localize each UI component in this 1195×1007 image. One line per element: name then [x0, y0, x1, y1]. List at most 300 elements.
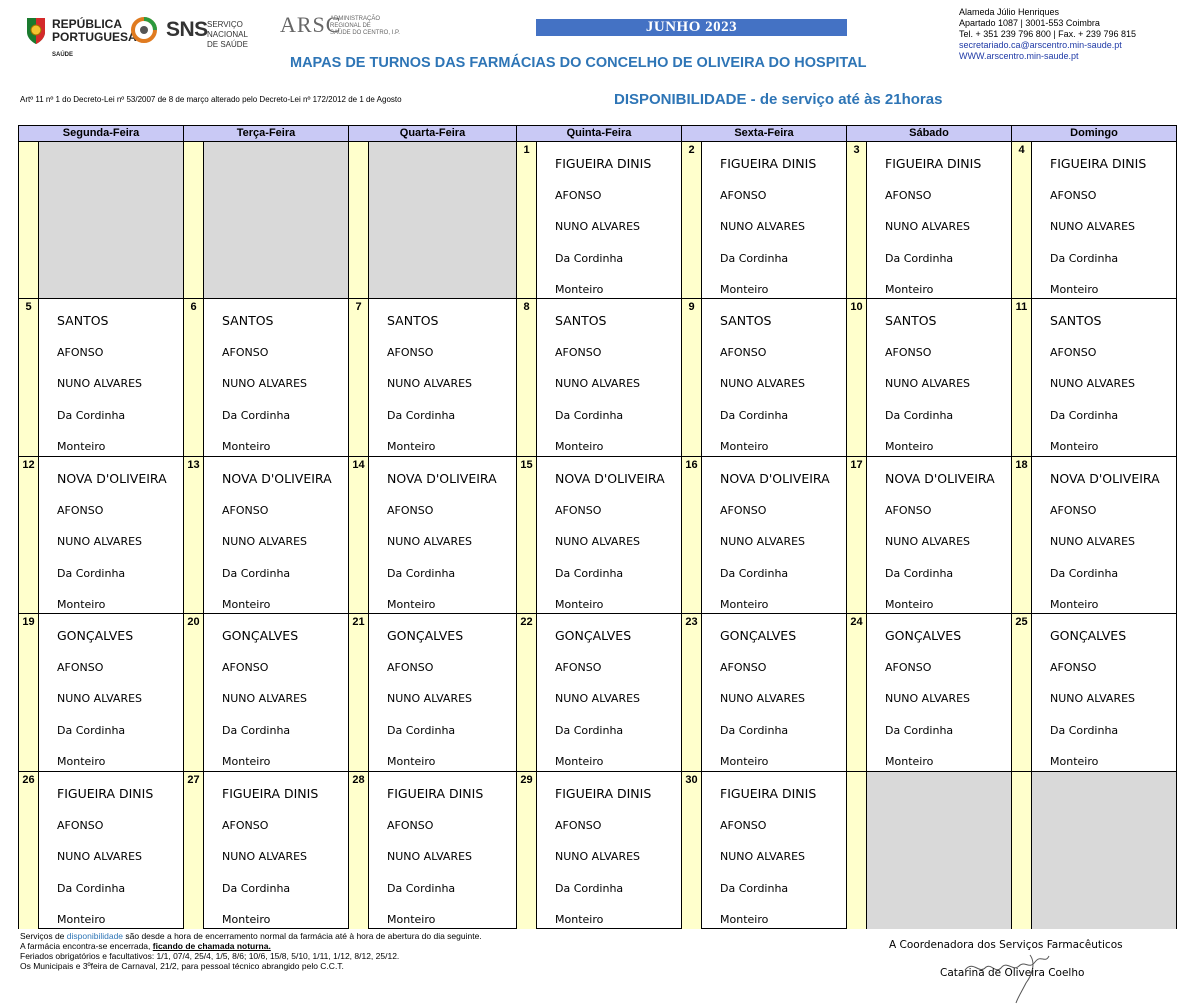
day-number — [847, 772, 866, 929]
pharmacy-available: Monteiro — [1050, 283, 1099, 296]
pharmacy-available: Monteiro — [555, 283, 604, 296]
pharmacy-available: Monteiro — [57, 440, 106, 454]
footer-line1 — [20, 931, 482, 941]
day-pharmacy-list — [203, 614, 348, 770]
day-number: 26 — [19, 772, 38, 929]
day-pharmacy-list — [866, 614, 1011, 770]
pharmacy-available: Da Cordinha — [555, 252, 624, 265]
arsc-big: ARSC — [280, 12, 342, 37]
pharmacy-available: Da Cordinha — [885, 252, 954, 265]
pharmacy-on-duty: GONÇALVES — [222, 628, 299, 644]
day-cell — [517, 457, 682, 613]
page-header — [0, 0, 1195, 125]
pharmacy-available: AFONSO — [720, 503, 767, 517]
pharmacy-available: AFONSO — [555, 503, 602, 517]
pharmacy-on-duty: SANTOS — [555, 313, 607, 329]
pharmacy-available: NUNO ALVARES — [885, 220, 971, 233]
pharmacy-on-duty: FIGUEIRA DINIS — [720, 156, 817, 171]
day-cell-empty — [349, 142, 517, 298]
pharmacy-available: AFONSO — [720, 189, 767, 202]
day-cell — [1012, 457, 1176, 613]
day-number: 9 — [682, 299, 701, 455]
pharmacy-available: NUNO ALVARES — [720, 692, 806, 706]
week-row — [19, 772, 1176, 929]
day-cell — [682, 299, 847, 455]
sns-big: SNS — [166, 18, 208, 41]
pharmacy-available: NUNO ALVARES — [57, 692, 143, 706]
pharmacy-on-duty: NOVA D'OLIVEIRA — [720, 470, 830, 486]
pharmacy-available: Monteiro — [885, 597, 934, 611]
footer-line2 — [20, 941, 482, 951]
pharmacy-available: AFONSO — [555, 661, 602, 675]
day-cell — [1012, 299, 1176, 455]
pharmacy-available: Monteiro — [222, 755, 271, 769]
pharmacy-available: Monteiro — [720, 440, 769, 454]
month-title: JUNHO 2023 — [536, 19, 847, 36]
pharmacy-available: Da Cordinha — [1050, 566, 1119, 580]
day-pharmacy-list — [368, 614, 516, 770]
contacts-block — [959, 7, 1136, 62]
pharmacy-available: AFONSO — [885, 661, 932, 675]
contact-email-link[interactable]: secretariado.ca@arscentro.min-saude.pt — [959, 40, 1122, 50]
weekday-header: Quinta-Feira — [517, 126, 682, 141]
pharmacy-available: Monteiro — [555, 597, 604, 611]
pharmacy-on-duty: GONÇALVES — [720, 628, 797, 644]
pharmacy-on-duty: NOVA D'OLIVEIRA — [57, 470, 167, 486]
pharmacy-available: Da Cordinha — [57, 881, 126, 895]
day-number: 6 — [184, 299, 203, 455]
day-number: 7 — [349, 299, 368, 455]
pharmacy-available: Da Cordinha — [222, 566, 291, 580]
pharmacy-on-duty: GONÇALVES — [387, 628, 464, 644]
pharmacy-available: AFONSO — [387, 503, 434, 517]
day-number: 23 — [682, 614, 701, 770]
day-pharmacy-list — [866, 772, 1011, 929]
pharmacy-available: NUNO ALVARES — [720, 849, 806, 863]
day-number: 20 — [184, 614, 203, 770]
pharmacy-available: Da Cordinha — [555, 881, 624, 895]
day-cell — [349, 299, 517, 455]
republica-portuguesa-logo — [25, 16, 135, 60]
pharmacy-available: AFONSO — [555, 818, 602, 832]
pharmacy-on-duty: NOVA D'OLIVEIRA — [555, 470, 665, 486]
page-title: MAPAS DE TURNOS DAS FARMÁCIAS DO CONCELHO DE OLIVEIRA DO HOSPITAL — [290, 55, 867, 71]
footer-notes — [20, 931, 482, 971]
day-number: 19 — [19, 614, 38, 770]
pharmacy-available: Monteiro — [720, 912, 769, 926]
pharmacy-available: Monteiro — [720, 755, 769, 769]
day-number: 2 — [682, 142, 701, 298]
day-pharmacy-list — [1031, 457, 1176, 613]
day-cell — [184, 614, 349, 770]
pharmacy-available: NUNO ALVARES — [387, 849, 473, 863]
day-number: 22 — [517, 614, 536, 770]
week-row — [19, 457, 1176, 614]
pharmacy-on-duty: NOVA D'OLIVEIRA — [1050, 470, 1160, 486]
day-cell — [19, 457, 184, 613]
rep-line1: REPÚBLICA — [52, 17, 123, 31]
pharmacy-available: Monteiro — [885, 283, 934, 296]
day-cell — [517, 142, 682, 298]
footer-holidays: Feriados obrigatórios e facultativos: 1/1, 07/4, 25/4, 1/5, 8/6; 10/6, 15/8, 5/10, 1/11, 1/12, 8/12, 25/12. — [20, 951, 400, 961]
day-pharmacy-list — [38, 772, 183, 929]
day-pharmacy-list — [866, 142, 1011, 298]
day-number: 8 — [517, 299, 536, 455]
pharmacy-available: Monteiro — [1050, 755, 1099, 769]
sns-logo — [131, 17, 271, 47]
pharmacy-available: Da Cordinha — [57, 724, 126, 738]
pharmacy-available: Da Cordinha — [885, 566, 954, 580]
pharmacy-available: Monteiro — [555, 912, 604, 926]
arsc-small3: SAÚDE DO CENTRO, I.P. — [330, 30, 400, 36]
day-cell — [184, 299, 349, 455]
day-pharmacy-list — [368, 142, 516, 298]
pharmacy-available: AFONSO — [387, 346, 434, 360]
day-pharmacy-list — [701, 142, 846, 298]
pharmacy-on-duty: NOVA D'OLIVEIRA — [387, 470, 497, 486]
pharmacy-available: AFONSO — [222, 346, 269, 360]
week-row — [19, 299, 1176, 456]
portugal-shield-icon — [25, 16, 47, 46]
pharmacy-available: Monteiro — [720, 283, 769, 296]
day-cell — [184, 457, 349, 613]
pharmacy-available: AFONSO — [555, 346, 602, 360]
pharmacy-available: Da Cordinha — [387, 566, 456, 580]
contact-phone: Tel. + 351 239 796 800 | Fax. + 239 796 815 — [959, 29, 1136, 39]
pharmacy-available: Da Cordinha — [720, 252, 789, 265]
day-number: 25 — [1012, 614, 1031, 770]
day-number: 4 — [1012, 142, 1031, 298]
pharmacy-available: Da Cordinha — [387, 881, 456, 895]
pharmacy-available: AFONSO — [222, 503, 269, 517]
day-cell — [19, 299, 184, 455]
pharmacy-available: Da Cordinha — [885, 409, 954, 423]
day-pharmacy-list — [1031, 142, 1176, 298]
day-number: 11 — [1012, 299, 1031, 455]
pharmacy-on-duty: NOVA D'OLIVEIRA — [222, 470, 332, 486]
arsc-small1: ADMINISTRAÇÃO — [330, 16, 381, 22]
pharmacy-available: Monteiro — [1050, 440, 1099, 454]
pharmacy-available: NUNO ALVARES — [222, 849, 308, 863]
pharmacy-available: AFONSO — [720, 346, 767, 360]
pharmacy-available: Monteiro — [57, 912, 106, 926]
day-cell — [349, 614, 517, 770]
day-pharmacy-list — [38, 142, 183, 298]
pharmacy-on-duty: FIGUEIRA DINIS — [57, 785, 154, 801]
rep-sub: SAÚDE — [52, 52, 74, 58]
pharmacy-on-duty: GONÇALVES — [57, 628, 134, 644]
day-cell — [847, 457, 1012, 613]
weekday-header: Quarta-Feira — [349, 126, 517, 141]
day-pharmacy-list — [368, 299, 516, 455]
pharmacy-available: AFONSO — [57, 818, 104, 832]
day-pharmacy-list — [866, 299, 1011, 455]
pharmacy-available: NUNO ALVARES — [555, 849, 641, 863]
pharmacy-available: Monteiro — [720, 597, 769, 611]
pharmacy-available: AFONSO — [387, 818, 434, 832]
day-cell — [1012, 142, 1176, 298]
footer-line2-bold: ficando de chamada noturna. — [152, 941, 271, 951]
day-pharmacy-list — [203, 457, 348, 613]
day-cell — [349, 457, 517, 613]
pharmacy-available: Da Cordinha — [1050, 252, 1119, 265]
pharmacy-on-duty: GONÇALVES — [885, 628, 962, 644]
pharmacy-available: NUNO ALVARES — [387, 377, 473, 391]
day-pharmacy-list — [701, 457, 846, 613]
day-number: 5 — [19, 299, 38, 455]
pharmacy-available: AFONSO — [57, 661, 104, 675]
day-cell — [847, 142, 1012, 298]
pharmacy-on-duty: SANTOS — [885, 313, 937, 329]
pharmacy-available: AFONSO — [1050, 346, 1097, 360]
pharmacy-available: NUNO ALVARES — [222, 534, 308, 548]
day-number — [19, 142, 38, 298]
pharmacy-available: NUNO ALVARES — [555, 220, 641, 233]
week-row — [19, 142, 1176, 299]
day-pharmacy-list — [368, 772, 516, 929]
pharmacy-available: AFONSO — [1050, 189, 1097, 202]
day-cell — [682, 457, 847, 613]
pharmacy-available: Da Cordinha — [555, 566, 624, 580]
pharmacy-available: AFONSO — [885, 503, 932, 517]
day-cell — [682, 614, 847, 770]
pharmacy-available: Monteiro — [1050, 597, 1099, 611]
arsc-small2: REGIONAL DE — [330, 23, 371, 29]
day-pharmacy-list — [701, 772, 846, 929]
pharmacy-available: Monteiro — [885, 755, 934, 769]
pharmacy-available: NUNO ALVARES — [720, 534, 806, 548]
day-number: 13 — [184, 457, 203, 613]
day-cell-empty — [1012, 772, 1176, 929]
pharmacy-available: AFONSO — [720, 818, 767, 832]
weekday-header: Terça-Feira — [184, 126, 349, 141]
day-cell-empty — [184, 142, 349, 298]
pharmacy-on-duty: SANTOS — [57, 313, 109, 329]
pharmacy-available: NUNO ALVARES — [1050, 692, 1136, 706]
pharmacy-available: Monteiro — [555, 440, 604, 454]
day-cell-empty — [19, 142, 184, 298]
pharmacy-available: NUNO ALVARES — [57, 534, 143, 548]
pharmacy-available: NUNO ALVARES — [720, 220, 806, 233]
day-pharmacy-list — [203, 142, 348, 298]
pharmacy-available: AFONSO — [555, 189, 602, 202]
day-pharmacy-list — [203, 772, 348, 929]
footer-line1-blue: disponibilidade — [66, 931, 124, 941]
pharmacy-available: NUNO ALVARES — [885, 377, 971, 391]
coordinator-title: A Coordenadora dos Serviços Farmacêuticos — [889, 939, 1123, 951]
weekday-header: Sábado — [847, 126, 1012, 141]
day-number — [1012, 772, 1031, 929]
pharmacy-available: NUNO ALVARES — [555, 377, 641, 391]
day-pharmacy-list — [1031, 772, 1176, 929]
pharmacy-available: Monteiro — [222, 440, 271, 454]
pharmacy-available: Da Cordinha — [885, 724, 954, 738]
day-cell-empty — [847, 772, 1012, 929]
pharmacy-available: AFONSO — [222, 661, 269, 675]
pharmacy-on-duty: SANTOS — [222, 313, 274, 329]
pharmacy-available: AFONSO — [720, 661, 767, 675]
pharmacy-available: NUNO ALVARES — [885, 692, 971, 706]
pharmacy-available: NUNO ALVARES — [720, 377, 806, 391]
rep-line2: PORTUGUESA — [52, 30, 137, 44]
day-number — [184, 142, 203, 298]
day-number: 18 — [1012, 457, 1031, 613]
pharmacy-on-duty: FIGUEIRA DINIS — [222, 785, 319, 801]
footer-line1-pre: Serviços de — [20, 931, 67, 941]
pharmacy-available: NUNO ALVARES — [57, 849, 143, 863]
pharmacy-on-duty: FIGUEIRA DINIS — [720, 785, 817, 801]
pharmacy-available: AFONSO — [885, 346, 932, 360]
day-number: 15 — [517, 457, 536, 613]
day-number: 24 — [847, 614, 866, 770]
day-cell — [517, 299, 682, 455]
pharmacy-on-duty: GONÇALVES — [555, 628, 632, 644]
pharmacy-available: Da Cordinha — [222, 724, 291, 738]
pharmacy-available: AFONSO — [1050, 661, 1097, 675]
day-pharmacy-list — [1031, 299, 1176, 455]
day-pharmacy-list — [701, 614, 846, 770]
day-pharmacy-list — [38, 457, 183, 613]
pharmacy-available: NUNO ALVARES — [1050, 220, 1136, 233]
pharmacy-on-duty: SANTOS — [1050, 313, 1102, 329]
pharmacy-available: NUNO ALVARES — [222, 692, 308, 706]
pharmacy-available: Monteiro — [387, 597, 436, 611]
coordinator-name: Catarina de Oliveira Coelho — [940, 967, 1085, 979]
day-pharmacy-list — [866, 457, 1011, 613]
day-number: 1 — [517, 142, 536, 298]
pharmacy-on-duty: SANTOS — [387, 313, 439, 329]
sns-circle-icon — [131, 17, 157, 43]
day-number: 17 — [847, 457, 866, 613]
day-pharmacy-list — [203, 299, 348, 455]
pharmacy-available: Monteiro — [387, 755, 436, 769]
legal-reference: Artº 11 nº 1 do Decreto-Lei nº 53/2007 de 8 de março alterado pelo Decreto-Lei nº 172/2012 de 1 de Agosto — [20, 95, 402, 104]
pharmacy-available: Monteiro — [57, 755, 106, 769]
pharmacy-available: NUNO ALVARES — [555, 692, 641, 706]
contact-web-link[interactable]: WWW.arscentro.min-saude.pt — [959, 51, 1079, 61]
pharmacy-on-duty: FIGUEIRA DINIS — [387, 785, 484, 801]
pharmacy-available: Da Cordinha — [720, 409, 789, 423]
day-number: 3 — [847, 142, 866, 298]
footer-line1-post: são desde a hora de encerramento normal da farmácia até à hora de abertura do dia seguinte. — [123, 931, 482, 941]
weekday-header-row — [19, 126, 1176, 142]
pharmacy-on-duty: FIGUEIRA DINIS — [555, 156, 652, 171]
pharmacy-available: Da Cordinha — [57, 409, 126, 423]
day-number: 16 — [682, 457, 701, 613]
day-number: 28 — [349, 772, 368, 929]
day-cell — [847, 614, 1012, 770]
day-cell — [682, 772, 847, 929]
day-number: 10 — [847, 299, 866, 455]
pharmacy-available: NUNO ALVARES — [555, 534, 641, 548]
footer-line2-pre: A farmácia encontra-se encerrada, — [20, 941, 153, 951]
shift-calendar — [18, 125, 1177, 929]
day-pharmacy-list — [1031, 614, 1176, 770]
pharmacy-available: NUNO ALVARES — [387, 534, 473, 548]
day-cell — [517, 614, 682, 770]
pharmacy-available: NUNO ALVARES — [387, 692, 473, 706]
pharmacy-available: NUNO ALVARES — [1050, 377, 1136, 391]
day-number: 27 — [184, 772, 203, 929]
contact-address: Alameda Júlio Henriques — [959, 7, 1060, 17]
pharmacy-available: Da Cordinha — [555, 724, 624, 738]
pharmacy-available: NUNO ALVARES — [1050, 534, 1136, 548]
day-pharmacy-list — [536, 142, 681, 298]
pharmacy-available: Da Cordinha — [1050, 724, 1119, 738]
weekday-header: Domingo — [1012, 126, 1176, 141]
pharmacy-available: Da Cordinha — [720, 566, 789, 580]
pharmacy-available: AFONSO — [222, 818, 269, 832]
day-pharmacy-list — [701, 299, 846, 455]
pharmacy-on-duty: FIGUEIRA DINIS — [885, 156, 982, 171]
day-pharmacy-list — [536, 614, 681, 770]
pharmacy-available: Da Cordinha — [720, 724, 789, 738]
day-number — [349, 142, 368, 298]
pharmacy-available: Monteiro — [555, 755, 604, 769]
day-number: 12 — [19, 457, 38, 613]
day-number: 14 — [349, 457, 368, 613]
pharmacy-on-duty: FIGUEIRA DINIS — [555, 785, 652, 801]
sns-small1: SERVIÇO NACIONAL — [207, 20, 248, 39]
day-cell — [1012, 614, 1176, 770]
pharmacy-on-duty: NOVA D'OLIVEIRA — [885, 470, 995, 486]
pharmacy-available: Da Cordinha — [1050, 409, 1119, 423]
day-pharmacy-list — [536, 772, 681, 929]
pharmacy-available: Da Cordinha — [222, 409, 291, 423]
day-cell — [184, 772, 349, 929]
pharmacy-available: AFONSO — [57, 503, 104, 517]
pharmacy-available: Monteiro — [387, 440, 436, 454]
day-cell — [19, 614, 184, 770]
day-pharmacy-list — [368, 457, 516, 613]
day-number: 30 — [682, 772, 701, 929]
pharmacy-available: Da Cordinha — [57, 566, 126, 580]
availability-heading: DISPONIBILIDADE - de serviço até às 21horas — [614, 91, 943, 108]
pharmacy-available: NUNO ALVARES — [885, 534, 971, 548]
day-cell — [682, 142, 847, 298]
pharmacy-available: AFONSO — [1050, 503, 1097, 517]
weekday-header: Segunda-Feira — [19, 126, 184, 141]
contact-postal: Apartado 1087 | 3001-553 Coimbra — [959, 18, 1100, 28]
sns-small2: DE SAÚDE — [207, 40, 248, 49]
pharmacy-available: Monteiro — [57, 597, 106, 611]
day-pharmacy-list — [536, 299, 681, 455]
pharmacy-available: AFONSO — [387, 661, 434, 675]
pharmacy-available: Da Cordinha — [387, 409, 456, 423]
pharmacy-available: Da Cordinha — [555, 409, 624, 423]
day-cell — [517, 772, 682, 929]
pharmacy-available: NUNO ALVARES — [57, 377, 143, 391]
footer-carnival: Os Municipais e 3ºfeira de Carnaval, 21/2, para pessoal técnico abrangido pelo C.C.T. — [20, 961, 344, 971]
pharmacy-available: Da Cordinha — [387, 724, 456, 738]
day-cell — [349, 772, 517, 929]
pharmacy-available: Da Cordinha — [222, 881, 291, 895]
day-number: 21 — [349, 614, 368, 770]
pharmacy-available: Monteiro — [222, 912, 271, 926]
pharmacy-available: Da Cordinha — [720, 881, 789, 895]
pharmacy-available: Monteiro — [885, 440, 934, 454]
week-row — [19, 614, 1176, 771]
day-pharmacy-list — [536, 457, 681, 613]
pharmacy-on-duty: SANTOS — [720, 313, 772, 329]
pharmacy-available: Monteiro — [387, 912, 436, 926]
pharmacy-available: NUNO ALVARES — [222, 377, 308, 391]
arsc-logo — [280, 12, 400, 42]
day-pharmacy-list — [38, 299, 183, 455]
pharmacy-available: AFONSO — [57, 346, 104, 360]
day-number: 29 — [517, 772, 536, 929]
day-cell — [847, 299, 1012, 455]
